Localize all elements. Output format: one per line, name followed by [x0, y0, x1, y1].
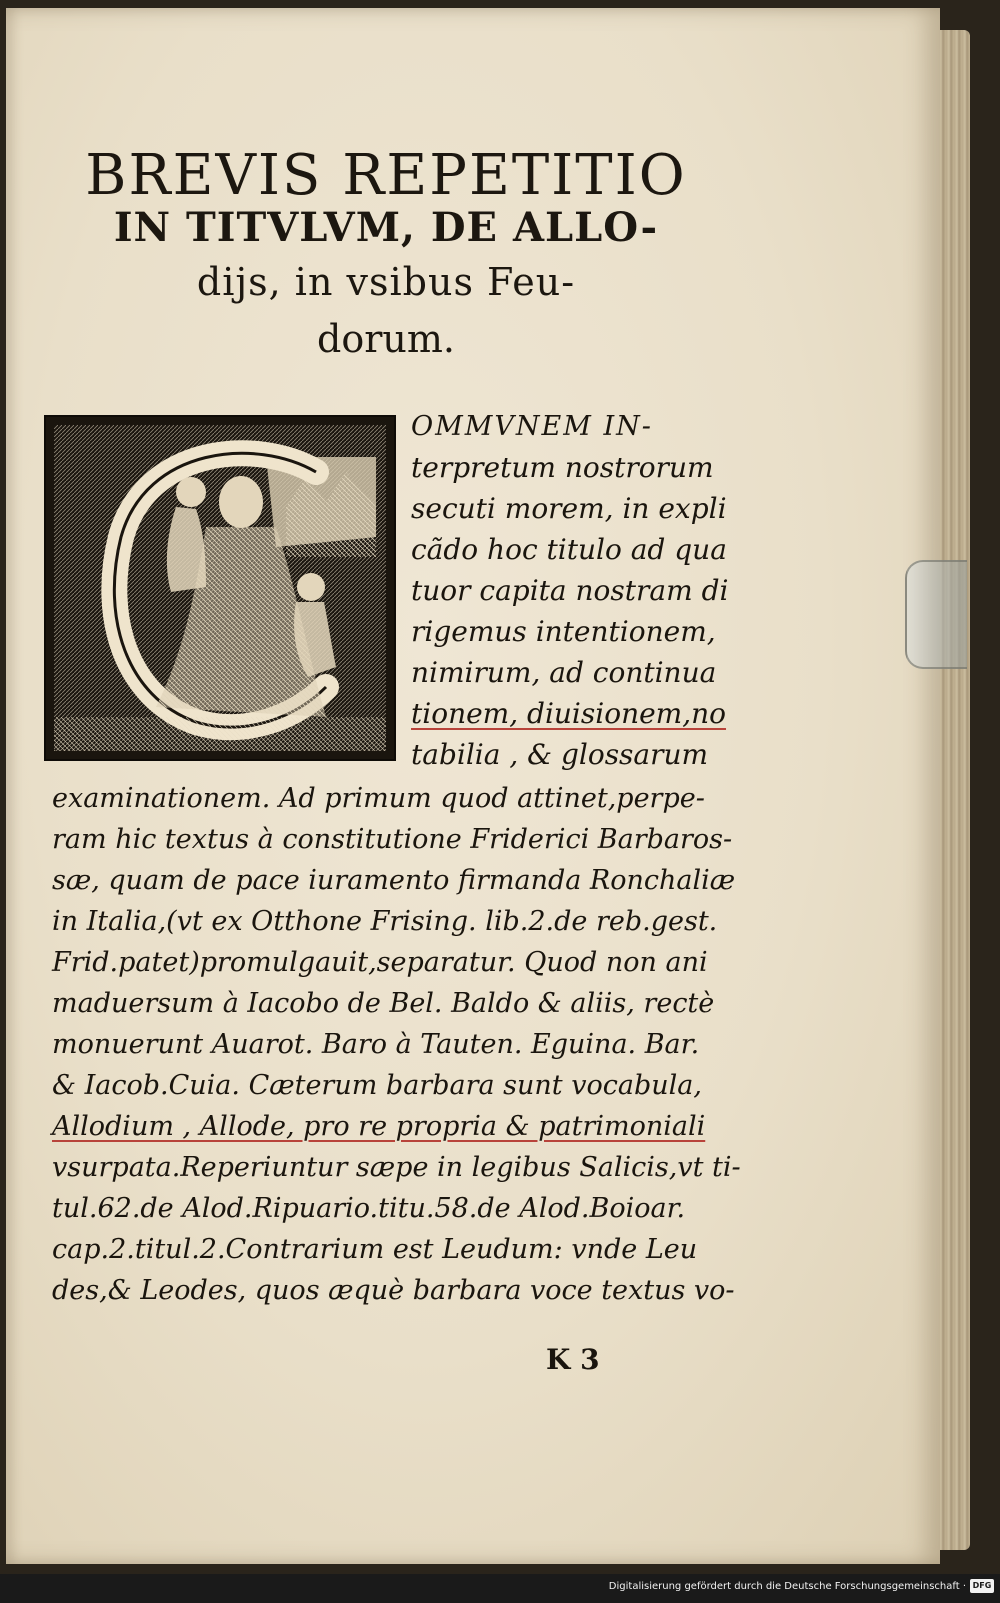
- text-line-5: Frid.patet)promulgauit,separatur. Quod non ani: [52, 947, 708, 978]
- text-line-r9: tabilia , & glossarum: [411, 738, 709, 771]
- book-page: [6, 8, 940, 1564]
- text-line-r2: terpretum nostrorum: [411, 451, 714, 484]
- title-line-3: dijs, in vsibus Feu-: [196, 260, 576, 304]
- text-line-2: ram hic textus à constitutione Friderici Barbaros-: [52, 824, 733, 855]
- text-line-3: sæ, quam de pace iuramento firmanda Ronchaliæ: [52, 865, 736, 896]
- text-line-9: Allodium , Allode, pro re propria & patrimoniali: [52, 1111, 706, 1142]
- text-line-4: in Italia,(vt ex Otthone Frising. lib.2.de reb.gest.: [52, 906, 718, 937]
- text-line-10: vsurpata.Reperiuntur sæpe in legibus Salicis,vt ti-: [52, 1152, 741, 1183]
- text-line-7: monuerunt Auarot. Baro à Tauten. Eguina. Bar.: [52, 1029, 700, 1060]
- text-line-8: & Iacob.Cuia. Cæterum barbara sunt vocabula,: [52, 1070, 702, 1101]
- signature-mark: K 3: [546, 1343, 600, 1376]
- title-line-4: dorum.: [317, 317, 455, 361]
- title-line-1: BREVIS REPETITIO: [85, 143, 687, 208]
- text-line-r1: OMMVNEM IN-: [411, 411, 653, 442]
- title-line-2: IN TITVLVM, DE ALLO-: [113, 204, 659, 251]
- text-line-11: tul.62.de Alod.Ripuario.titu.58.de Alod.Boioar.: [52, 1193, 686, 1224]
- digitization-credit: Digitalisierung gefördert durch die Deutsche Forschungsgemeinschaft ·: [608, 1581, 966, 1592]
- text-line-6: maduersum à Iacobo de Bel. Baldo & aliis, rectè: [52, 988, 715, 1019]
- page-clip-icon: [905, 560, 967, 669]
- text-line-1: examinationem. Ad primum quod attinet,perpe-: [52, 783, 705, 814]
- text-line-r8: tionem, diuisionem,no: [411, 697, 727, 730]
- text-line-r4: cãdo hoc titulo ad qua: [411, 533, 727, 566]
- text-line-r5: tuor capita nostram di: [411, 574, 729, 607]
- text-line-r3: secuti morem, in expli: [411, 492, 727, 525]
- text-line-12: cap.2.titul.2.Contrarium est Leudum: vnde Leu: [52, 1234, 698, 1265]
- text-line-13: des,& Leodes, quos æquè barbara voce textus vo-: [52, 1275, 735, 1306]
- woodcut-initial-c-icon: [44, 415, 396, 761]
- text-line-r7: nimirum, ad continua: [411, 656, 717, 689]
- text-line-r6: rigemus intentionem,: [411, 615, 716, 648]
- dfg-logo-icon: DFG: [970, 1579, 994, 1593]
